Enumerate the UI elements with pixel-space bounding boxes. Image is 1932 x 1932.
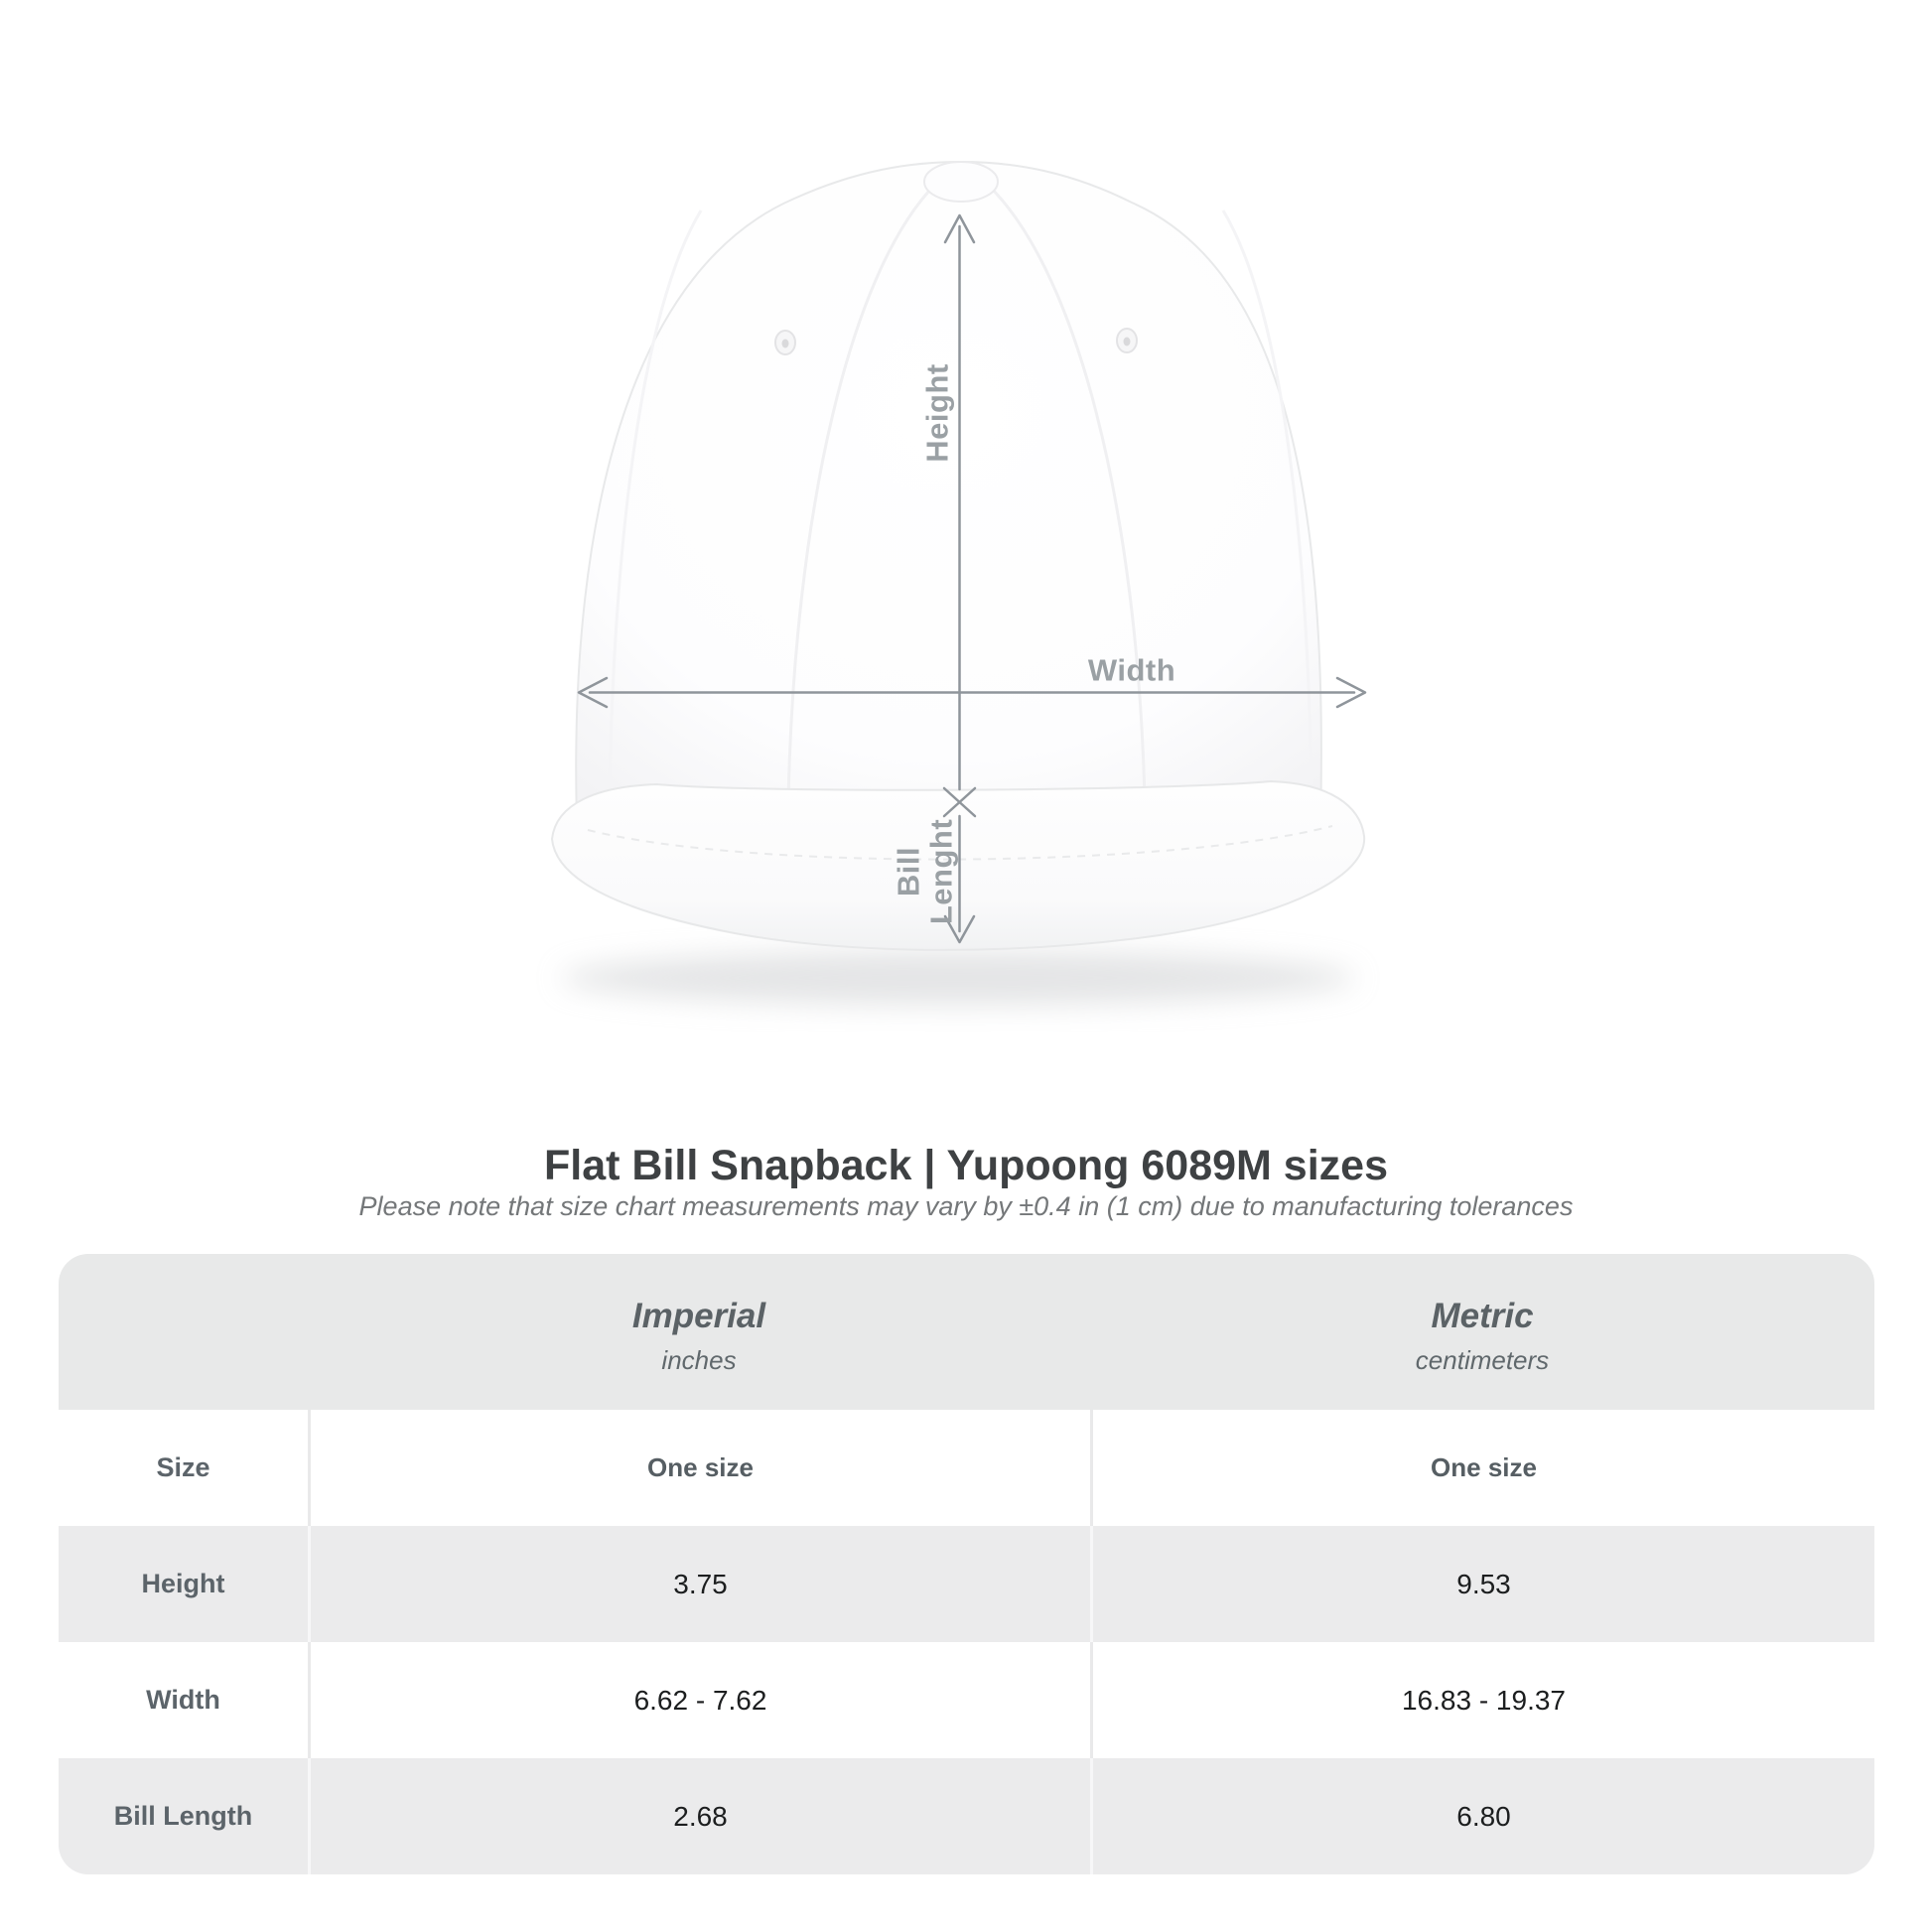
table-row-height [59,1526,1874,1642]
row-imperial-value: 6.62 - 7.62 [308,1642,1090,1758]
row-metric-value: 16.83 - 19.37 [1090,1642,1874,1758]
row-imperial-value: One size [308,1410,1090,1526]
metric-unit: centimeters [1415,1344,1550,1375]
header-imperial [308,1258,1090,1414]
height-measure-label: Height [919,363,955,463]
hat-crown [576,162,1321,822]
size-chart-table [59,1254,1874,1874]
hat-shadow [561,951,1355,1005]
imperial-unit: inches [661,1344,737,1375]
hat-top-button [924,162,998,202]
row-label: Size [156,1452,210,1482]
metric-title: Metric [1431,1296,1534,1335]
row-imperial-value: 2.68 [308,1758,1090,1874]
imperial-title: Imperial [631,1296,766,1335]
header-metric [1090,1258,1874,1414]
row-metric-value: 6.80 [1090,1758,1874,1874]
row-label: Width [146,1685,220,1715]
page-subtitle: Please note that size chart measurements may vary by ±0.4 in (1 cm) due to manufacturing tolerances [358,1191,1574,1221]
table-row-bill-length [59,1758,1874,1874]
row-metric-value: One size [1090,1410,1874,1526]
size-table-header [59,1254,1874,1410]
bill-length-label-line2: Lenght [924,818,959,925]
row-metric-value: 9.53 [1090,1526,1874,1642]
bill-length-label-line1: Bill [891,846,926,897]
row-imperial-value: 3.75 [308,1526,1090,1642]
bill-length-measure-label [893,819,959,924]
hat-eyelet-right [1117,329,1137,352]
row-label: Bill Length [113,1801,253,1831]
width-measure-label: Width [1087,652,1176,688]
hat-eyelet-left [775,331,795,354]
row-label: Height [141,1569,225,1598]
page-title: Flat Bill Snapback | Yupoong 6089M sizes [544,1142,1388,1189]
table-row-size [59,1410,1874,1526]
header-empty-cell [59,1258,308,1414]
table-row-width [59,1642,1874,1758]
